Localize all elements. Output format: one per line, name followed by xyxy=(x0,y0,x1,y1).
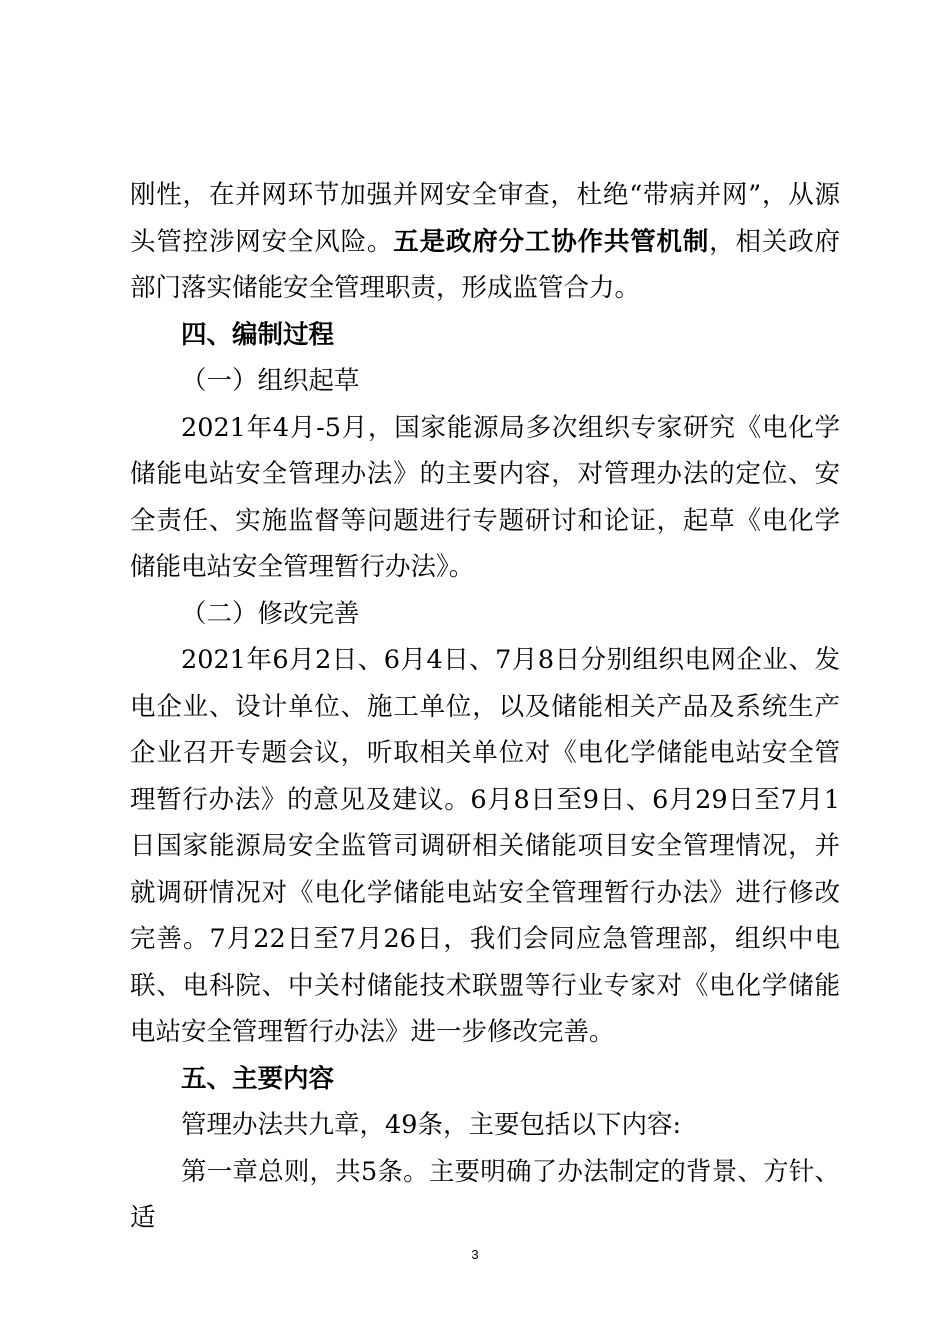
paragraph-overview: 管理办法共九章，49条，主要包括以下内容: xyxy=(181,1110,682,1140)
body-text xyxy=(130,172,840,1242)
bold-phrase: 五是政府分工协作共管机制 xyxy=(393,226,710,257)
paragraph-text: 刚性，在并网环节加强并网安全审查，杜绝“带病并网”，从源头管控涉网安全风险。 xyxy=(130,180,840,257)
section-heading-main-content: 五、主要内容 xyxy=(181,1063,335,1094)
paragraph-chapter-one: 第一章总则，共5条。主要明确了办法制定的背景、方针、适 xyxy=(130,1156,840,1233)
paragraph-text: ，相关政府部门落实储能安全管理职责，形成监管合力。 xyxy=(130,226,840,303)
paragraph-revision: 2021年6月2日、6月4日、7月8日分别组织电网企业、发电企业、设计单位、施工单位，以及储能相关产品及系统生产企业召开专题会议，听取相关单位对《电化学储能电站安全管理暂行办法》的意见及建议。6月8日至9日、6月29日至7月1日国家能源局安全监管司调研相关储能项目安全管理情况，并就调研情况对《电化学储能电站安全管理暂行办法》进行修改完善。7月22日至7月26日，我们会同应急管理部，组织中电联、电科院、中关村储能技术联盟等行业专家对《电化学储能电站安全管理暂行办法》进一步修改完善。 xyxy=(130,645,840,1047)
paragraph-drafting: 2021年4月-5月，国家能源局多次组织专家研究《电化学储能电站安全管理办法》的主要内容，对管理办法的定位、安全责任、实施监督等问题进行专题研讨和论证，起草《电化学储能电站安全管理暂行办法》。 xyxy=(130,412,840,582)
subsection-heading-drafting: （一）组织起草 xyxy=(181,366,360,396)
paragraph-safety-measures xyxy=(130,172,840,312)
subsection-heading-revision: （二）修改完善 xyxy=(181,598,360,629)
page-number: 3 xyxy=(471,1247,479,1262)
section-heading-compilation-process: 四、编制过程 xyxy=(181,319,335,350)
